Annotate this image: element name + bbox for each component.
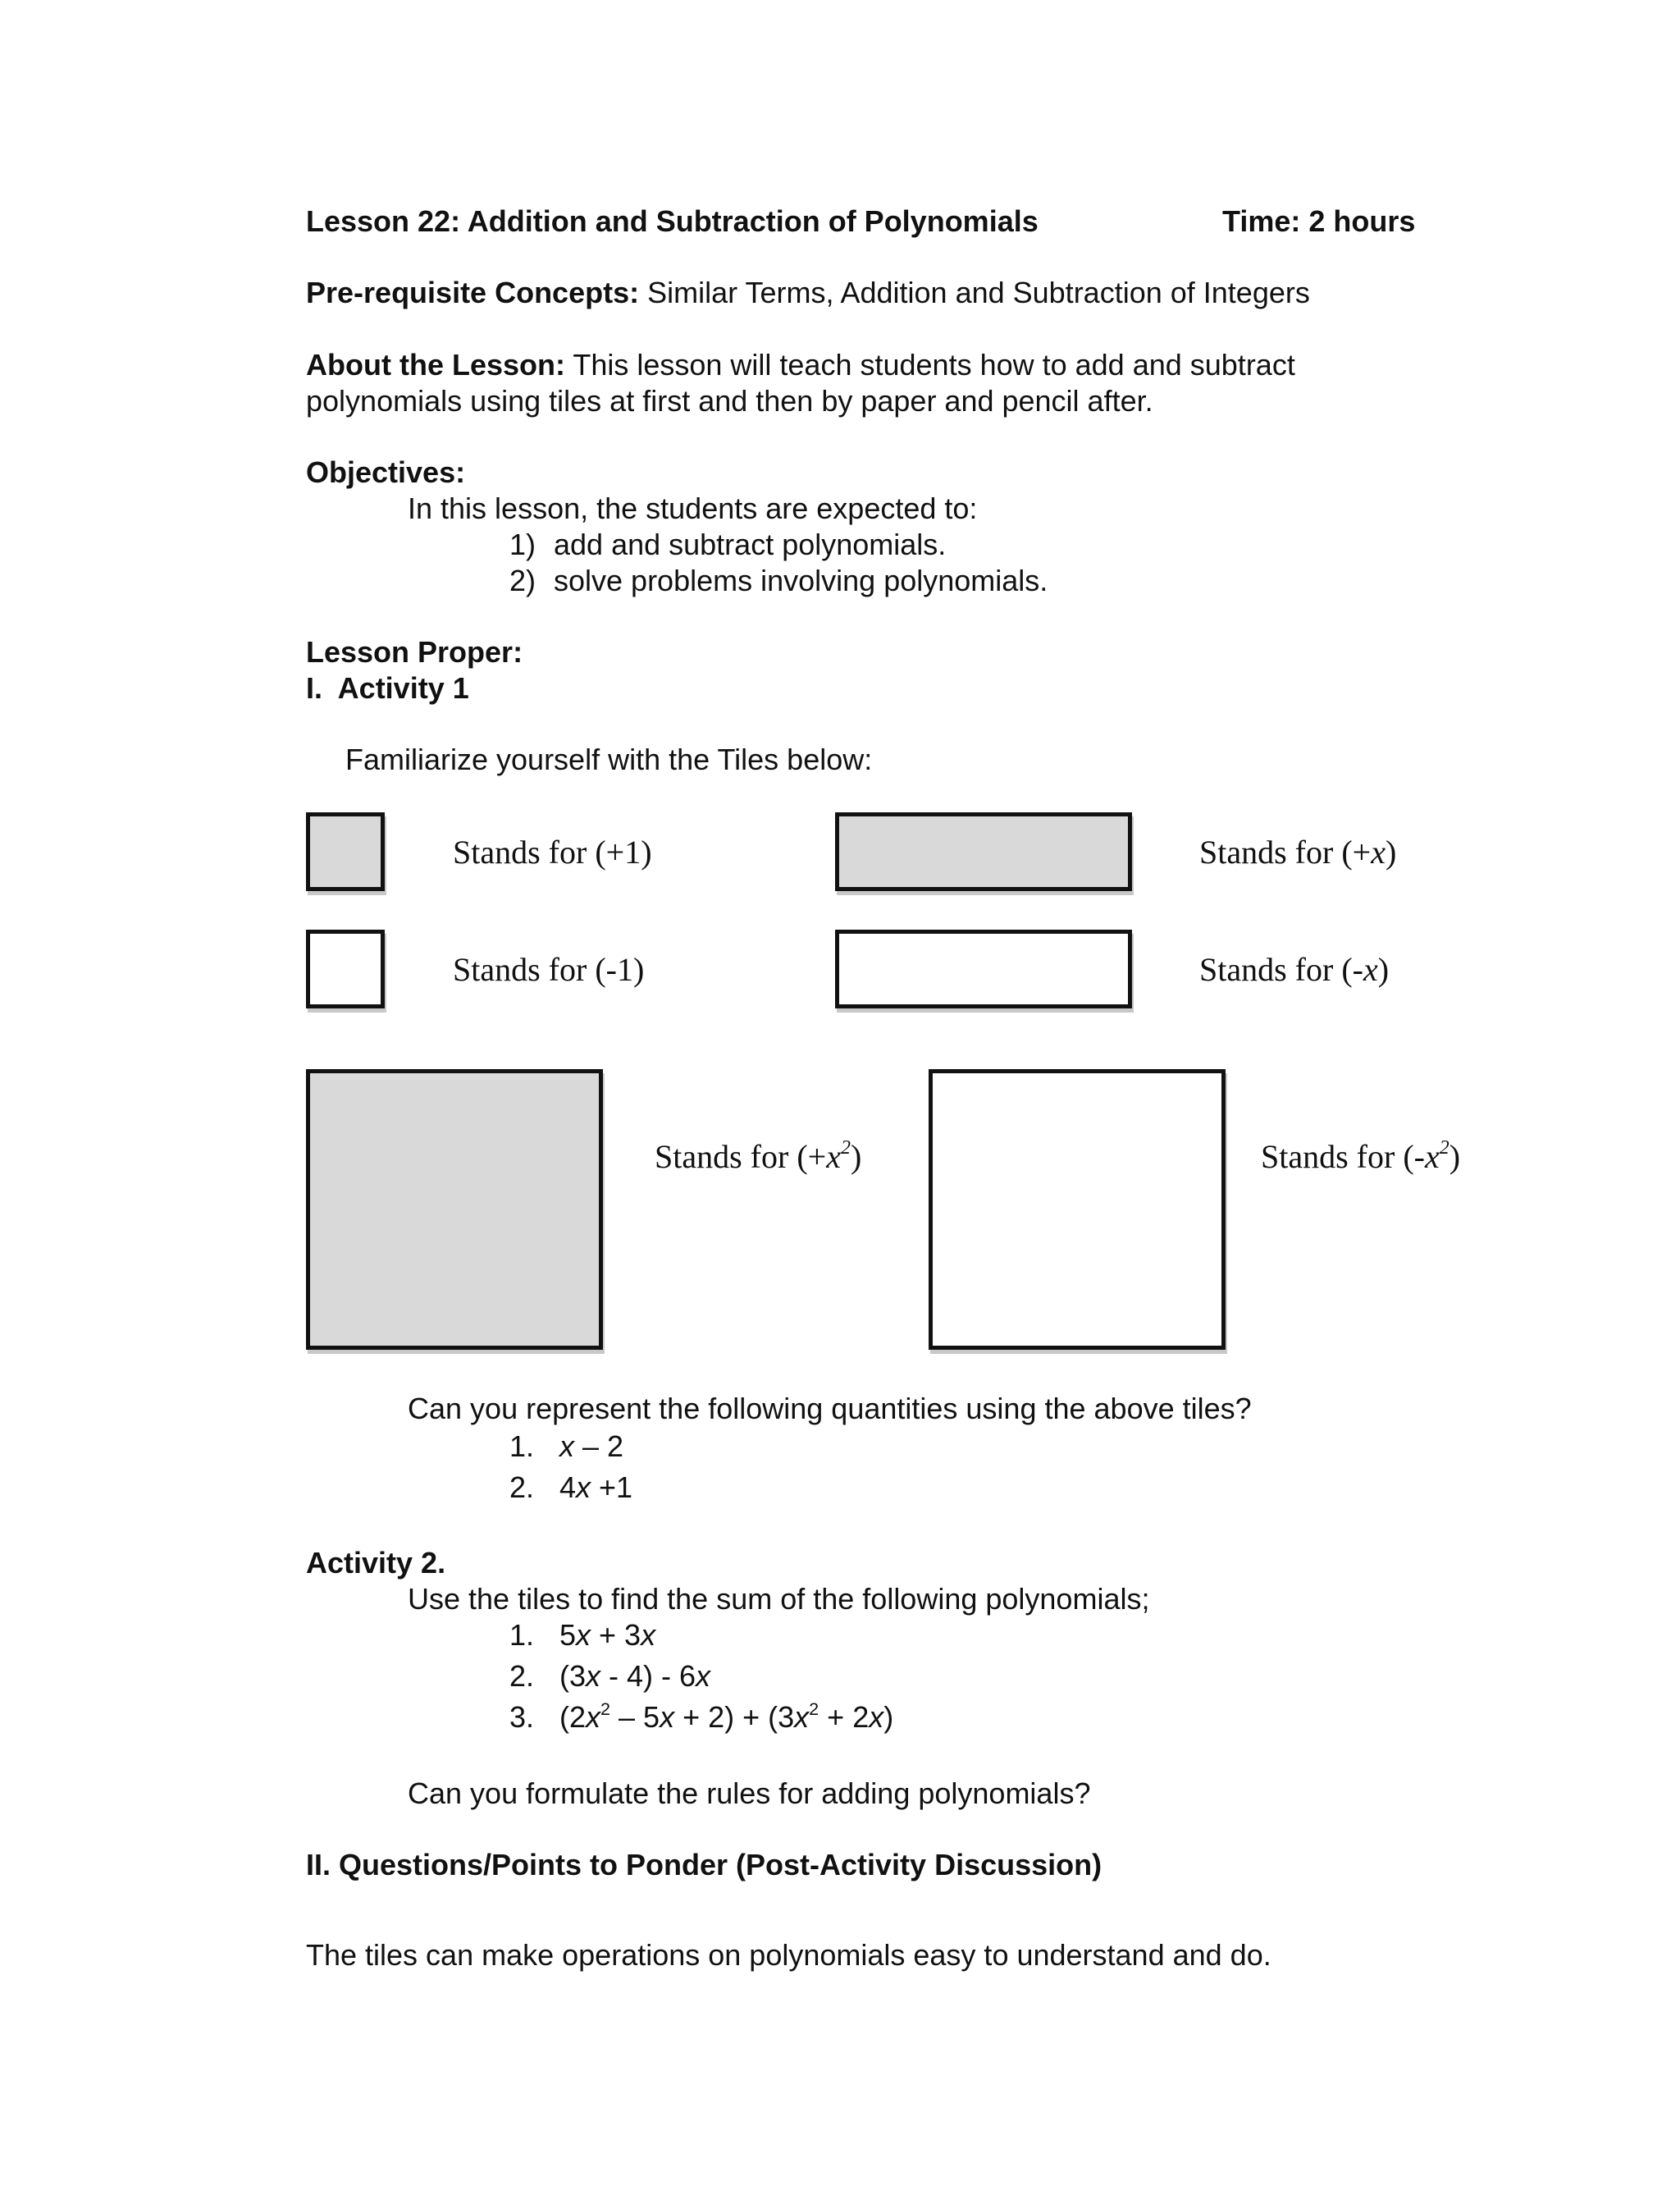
sum-item-number: 3. [509, 1700, 535, 1734]
about-line-2: polynomials using tiles at first and then by paper and pencil after. [306, 384, 1153, 418]
minus-x-prefix: Stands for (- [1199, 951, 1363, 988]
caption-suffix: ) [1377, 951, 1390, 988]
about-line-1 [306, 347, 1295, 383]
expression-part: + 3 [591, 1618, 641, 1652]
expression-rest: – 2 [574, 1429, 624, 1463]
question-item-expression [559, 1470, 632, 1506]
expression-part: 5 [559, 1618, 577, 1652]
sum-item-expression [559, 1699, 893, 1735]
positive-x-squared-tile [306, 1069, 603, 1350]
rules-question: Can you formulate the rules for adding polynomials? [408, 1776, 1091, 1810]
lesson-time: Time: 2 hours [1222, 204, 1416, 238]
sum-item-number: 1. [509, 1618, 535, 1652]
exponent: 2 [600, 1698, 611, 1719]
x-variable: x [1363, 951, 1378, 988]
expression-part: – 5 [610, 1700, 660, 1734]
minus-x-prefix: Stands for (- [1261, 1138, 1425, 1175]
objective-item-text: add and subtract polynomials. [554, 528, 947, 561]
objective-item-text: solve problems involving polynomials. [554, 564, 1048, 597]
lesson-title: Lesson 22: Addition and Subtraction of Polynomials [306, 204, 1039, 238]
minus-x-squared-caption [1261, 1137, 1460, 1177]
coefficient: 4 [559, 1470, 577, 1504]
activity-2-prompt: Use the tiles to find the sum of the following polynomials; [408, 1582, 1150, 1616]
x-variable: x [660, 1700, 675, 1734]
objectives-intro: In this lesson, the students are expected to: [408, 491, 978, 525]
x-variable: x [641, 1618, 656, 1652]
about-label: About the Lesson: [306, 348, 565, 382]
activity-1-heading: I. Activity 1 [306, 671, 469, 705]
section-2-text: The tiles can make operations on polynomials easy to understand and do. [306, 1938, 1271, 1972]
plus-x-prefix: Stands for (+ [655, 1138, 827, 1175]
exponent: 2 [1439, 1137, 1449, 1159]
prerequisite-label: Pre-requisite Concepts: [306, 276, 640, 309]
x-variable: x [696, 1659, 711, 1693]
positive-x-tile [835, 812, 1132, 891]
positive-unit-tile [306, 812, 385, 891]
expression-part: + 2) + (3 [674, 1700, 795, 1734]
x-variable: x [559, 1429, 574, 1463]
tiles-intro: Familiarize yourself with the Tiles below: [345, 743, 873, 776]
about-text-1: This lesson will teach students how to add and subtract [564, 348, 1295, 382]
caption-suffix: ) [1449, 1138, 1461, 1175]
lesson-proper-heading: Lesson Proper: [306, 635, 523, 669]
plus-x-squared-caption [655, 1137, 861, 1177]
plus-x-prefix: Stands for (+ [1199, 834, 1372, 871]
negative-x-tile [835, 930, 1132, 1008]
prerequisite-text: Similar Terms, Addition and Subtraction of Integers [639, 276, 1310, 309]
x-variable: x [1424, 1138, 1440, 1175]
expression-part: (2 [559, 1700, 587, 1734]
minus-one-caption: Stands for (-1) [453, 951, 645, 988]
x-variable: x [586, 1700, 601, 1734]
x-variable: x [826, 1138, 841, 1175]
prerequisite-line [306, 275, 1310, 311]
x-variable: x [794, 1700, 810, 1734]
exponent: 2 [809, 1698, 819, 1719]
x-variable: x [586, 1659, 601, 1693]
x-variable: x [576, 1618, 591, 1652]
sum-item-number: 2. [509, 1659, 535, 1693]
section-2-heading: II. Questions/Points to Ponder (Post-Activity Discussion) [306, 1848, 1102, 1881]
negative-x-squared-tile [929, 1069, 1226, 1350]
expression-part: + 2 [819, 1700, 870, 1734]
caption-suffix: ) [1385, 834, 1397, 871]
question-item-number: 1. [509, 1429, 535, 1463]
plus-one-caption: Stands for (+1) [453, 834, 652, 871]
plus-x-caption [1199, 833, 1396, 872]
negative-unit-tile [306, 930, 385, 1008]
expression-part: - 4) - 6 [600, 1659, 696, 1693]
objective-item-number: 2) [509, 564, 536, 597]
objective-item-number: 1) [509, 528, 536, 561]
question-item-number: 2. [509, 1470, 535, 1504]
expression-rest: +1 [591, 1470, 633, 1504]
represent-question: Can you represent the following quantities using the above tiles? [408, 1392, 1252, 1425]
activity-2-heading: Activity 2. [306, 1546, 446, 1580]
minus-x-caption [1199, 950, 1389, 990]
expression-part: ) [883, 1700, 894, 1734]
objectives-heading: Objectives: [306, 455, 466, 489]
exponent: 2 [840, 1137, 851, 1159]
x-variable: x [869, 1700, 884, 1734]
expression-part: (3 [559, 1659, 587, 1693]
x-variable: x [576, 1470, 591, 1504]
x-variable: x [1371, 834, 1386, 871]
sum-item-expression [559, 1658, 710, 1694]
sum-item-expression [559, 1617, 655, 1653]
caption-suffix: ) [850, 1138, 862, 1175]
question-item-expression [559, 1429, 623, 1465]
